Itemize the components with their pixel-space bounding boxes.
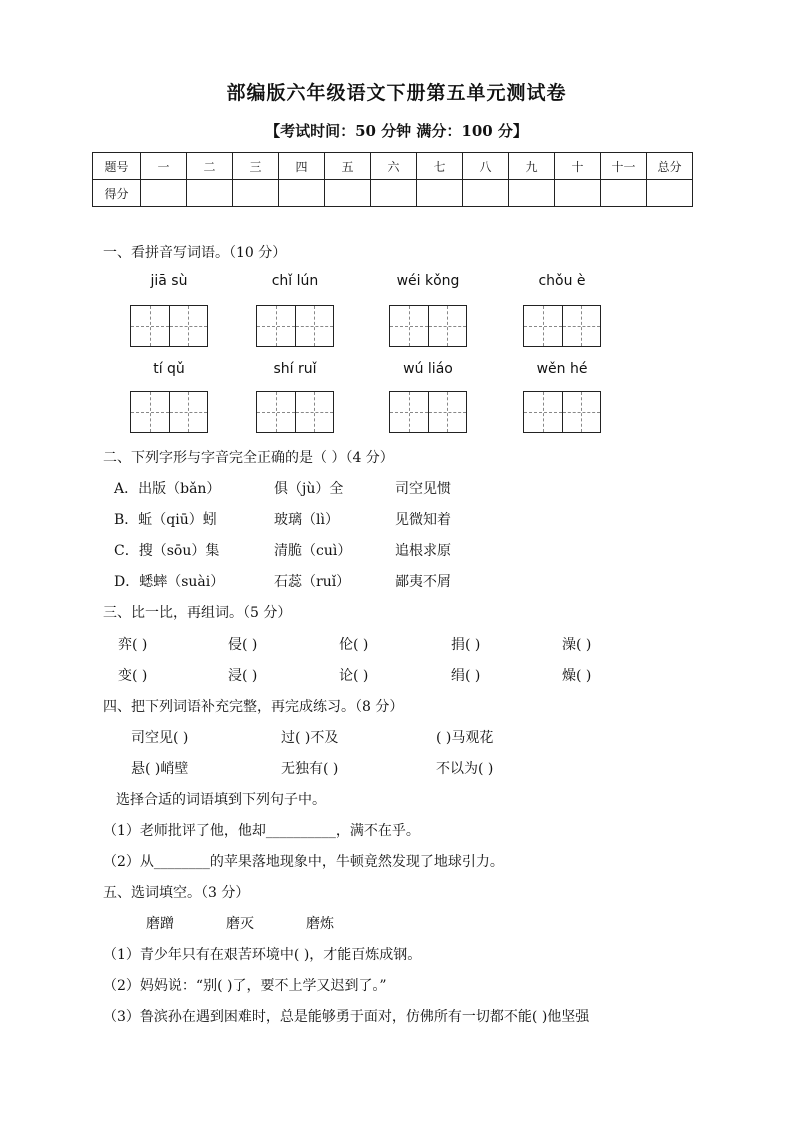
section-5-question-1: （1）青少年只有在艰苦环境中( )，才能百炼成钢。 [103,947,422,963]
score-table [92,152,693,207]
score-input-cell[interactable] [325,180,371,207]
idiom-item: ( )马观花 [436,730,494,746]
score-header-cell: 题号 [93,153,141,180]
writing-grid[interactable] [256,305,334,347]
option-c-col1: C．搜（sōu）集 [114,543,220,559]
score-input-cell[interactable] [601,180,647,207]
option-c-col2: 清脆（cuì） [274,543,352,559]
score-input-cell[interactable] [371,180,417,207]
pinyin-label: jiā sù [150,273,188,289]
score-header-cell: 五 [325,153,371,180]
word-choice: 磨灭 [226,916,254,932]
compare-item: 浸( ) [228,668,258,684]
writing-grid[interactable] [130,305,208,347]
section-4-instruction: 选择合适的词语填到下列句子中。 [116,792,326,808]
compare-item: 弈( ) [118,637,148,653]
compare-item: 绢( ) [451,668,481,684]
option-a-col1: A．出版（bǎn） [114,481,221,497]
section-4-question-1: （1）老师批评了他，他却__________，满不在乎。 [103,823,420,839]
section-2-heading: 二、下列字形与字音完全正确的是（ ）（4 分） [103,450,394,466]
writing-grid[interactable] [130,391,208,433]
score-header-cell: 总分 [647,153,693,180]
compare-item: 捐( ) [451,637,481,653]
score-input-cell[interactable] [463,180,509,207]
score-input-cell[interactable] [647,180,693,207]
option-d-col2: 石蕊（ruǐ） [274,574,351,590]
score-input-cell[interactable] [187,180,233,207]
compare-item: 论( ) [339,668,369,684]
writing-grid[interactable] [389,391,467,433]
section-1-heading: 一、看拼音写词语。（10 分） [103,245,287,261]
idiom-item: 无独有( ) [281,761,339,777]
writing-grid[interactable] [256,391,334,433]
score-header-cell: 十 [555,153,601,180]
score-table-score-row [93,180,693,207]
pinyin-label: wéi kǒng [396,273,460,289]
score-input-cell[interactable] [279,180,325,207]
section-4-question-2: （2）从________的苹果落地现象中，牛顿竟然发现了地球引力。 [103,854,504,870]
pinyin-label: wěn hé [536,361,588,377]
pinyin-label: tí qǔ [153,361,185,377]
section-3-heading: 三、比一比，再组词。（5 分） [103,605,292,621]
score-input-cell[interactable] [555,180,601,207]
score-header-cell: 十一 [601,153,647,180]
option-d-col3: 鄙夷不屑 [395,574,451,590]
option-b-col1: B．蚯（qiū）蚓 [114,512,217,528]
compare-item: 变( ) [118,668,148,684]
option-a-col3: 司空见惯 [395,481,451,497]
compare-item: 伦( ) [339,637,369,653]
score-input-cell[interactable] [233,180,279,207]
section-5-question-3: （3）鲁滨孙在遇到困难时，总是能够勇于面对，仿佛所有一切都不能( )他坚强 [103,1009,590,1025]
pinyin-label: wú liáo [403,361,453,377]
score-header-cell: 八 [463,153,509,180]
option-b-col3: 见微知着 [395,512,451,528]
idiom-item: 过( )不及 [281,730,339,746]
section-4-heading: 四、把下列词语补充完整，再完成练习。（8 分） [103,699,404,715]
page-title: 部编版六年级语文下册第五单元测试卷 [226,82,567,104]
score-header-cell: 二 [187,153,233,180]
section-5-heading: 五、选词填空。（3 分） [103,885,250,901]
idiom-item: 司空见( ) [131,730,189,746]
option-b-col2: 玻璃（lì） [274,512,339,528]
score-header-cell: 六 [371,153,417,180]
compare-item: 燥( ) [562,668,592,684]
idiom-item: 悬( )峭壁 [131,761,189,777]
exam-info: 【考试时间：50 分钟 满分：100 分】 [265,122,528,140]
score-header-cell: 三 [233,153,279,180]
score-input-cell[interactable] [417,180,463,207]
score-header-cell: 九 [509,153,555,180]
section-5-question-2: （2）妈妈说：“别( )了，要不上学又迟到了。” [103,978,387,994]
option-d-col1: D．蟋蟀（suài） [114,574,225,590]
writing-grid[interactable] [523,305,601,347]
writing-grid[interactable] [389,305,467,347]
pinyin-label: chǒu è [538,273,586,289]
score-table-header-row [93,153,693,180]
pinyin-label: shí ruǐ [273,361,317,377]
score-input-cell[interactable] [141,180,187,207]
score-input-cell[interactable] [509,180,555,207]
word-choice: 磨炼 [306,916,334,932]
score-header-cell: 四 [279,153,325,180]
compare-item: 侵( ) [228,637,258,653]
idiom-item: 不以为( ) [436,761,494,777]
writing-grid[interactable] [523,391,601,433]
compare-item: 澡( ) [562,637,592,653]
option-a-col2: 俱（jù）全 [274,481,344,497]
word-choice: 磨蹭 [146,916,174,932]
score-header-cell: 一 [141,153,187,180]
option-c-col3: 追根求原 [395,543,451,559]
score-header-cell: 七 [417,153,463,180]
score-row-label: 得分 [93,180,141,207]
pinyin-label: chǐ lún [271,273,319,289]
